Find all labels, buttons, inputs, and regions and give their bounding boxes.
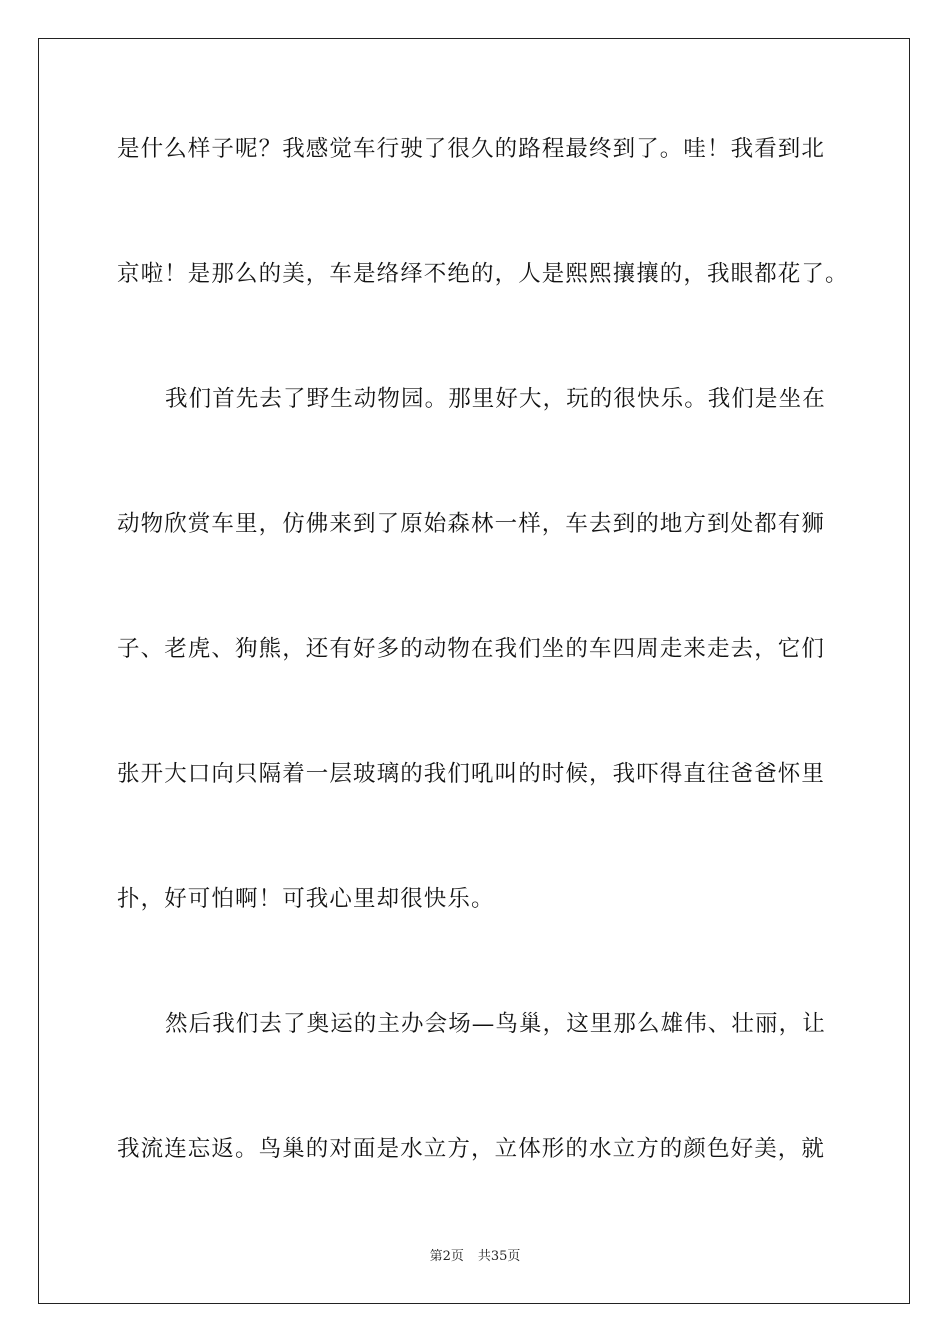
body-text-line-8: 然后我们去了奥运的主办会场—鸟巢，这里那么雄伟、壮丽，让 (165, 1011, 826, 1037)
page-footer (0, 1248, 950, 1266)
total-pages: 共35页 (477, 1249, 521, 1264)
body-text-line-6: 张开大口向只隔着一层玻璃的我们吼叫的时候，我吓得直往爸爸怀里 (117, 761, 826, 787)
page-border (38, 38, 910, 1304)
body-text-line-9: 我流连忘返。鸟巢的对面是水立方，立体形的水立方的颜色好美，就 (117, 1136, 826, 1162)
body-text-line-4: 动物欣赏车里，仿佛来到了原始森林一样，车去到的地方到处都有狮 (117, 511, 826, 537)
body-text-line-7: 扑，好可怕啊！可我心里却很快乐。 (117, 886, 495, 912)
body-text-line-1: 是什么样子呢？我感觉车行驶了很久的路程最终到了。哇！我看到北 (117, 136, 826, 162)
body-text-line-5: 子、老虎、狗熊，还有好多的动物在我们坐的车四周走来走去，它们 (117, 636, 826, 662)
body-text-line-3: 我们首先去了野生动物园。那里好大，玩的很快乐。我们是坐在 (165, 386, 826, 412)
page-number: 第2页 (429, 1249, 464, 1264)
body-text-line-2: 京啦！是那么的美，车是络绎不绝的，人是熙熙攘攘的，我眼都花了。 (117, 261, 849, 287)
